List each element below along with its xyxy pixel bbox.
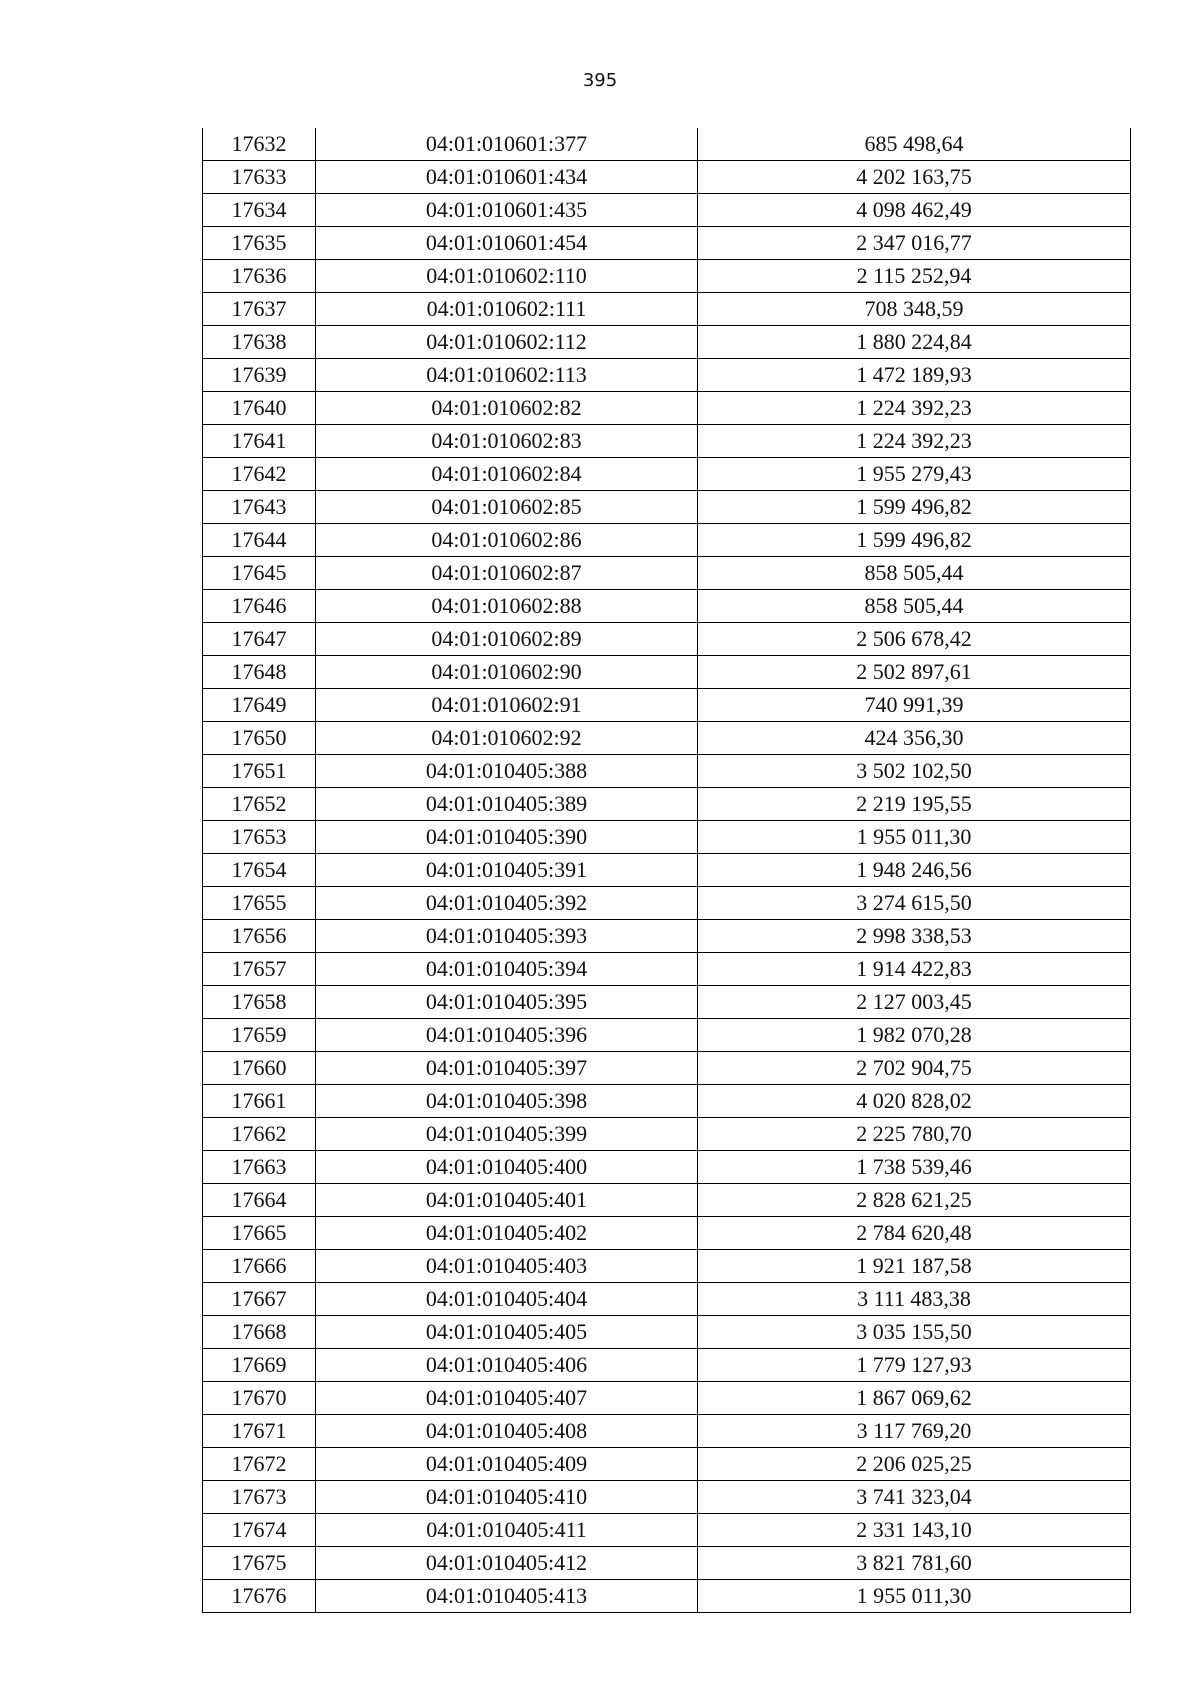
cadastral-number-cell: 04:01:010405:393 [316,920,698,953]
cadastral-number-cell: 04:01:010405:409 [316,1448,698,1481]
table-row [203,1547,1131,1580]
cadastral-number-cell: 04:01:010405:411 [316,1514,698,1547]
table-row [203,788,1131,821]
cadastral-value-cell: 2 225 780,70 [698,1118,1131,1151]
cadastral-number-cell: 04:01:010601:454 [316,227,698,260]
cadastral-number-cell: 04:01:010405:412 [316,1547,698,1580]
cadastral-value-cell: 1 867 069,62 [698,1382,1131,1415]
cadastral-number-cell: 04:01:010602:110 [316,260,698,293]
cadastral-value-cell: 2 127 003,45 [698,986,1131,1019]
cadastral-number-cell: 04:01:010602:88 [316,590,698,623]
cadastral-value-cell: 3 035 155,50 [698,1316,1131,1349]
row-number-cell: 17641 [203,425,316,458]
cadastral-value-cell: 2 998 338,53 [698,920,1131,953]
row-number-cell: 17670 [203,1382,316,1415]
table-row [203,1217,1131,1250]
cadastral-number-cell: 04:01:010602:86 [316,524,698,557]
cadastral-value-cell: 3 274 615,50 [698,887,1131,920]
table-row [203,491,1131,524]
table-row [203,1052,1131,1085]
cadastral-number-cell: 04:01:010405:395 [316,986,698,1019]
cadastral-number-cell: 04:01:010601:435 [316,194,698,227]
row-number-cell: 17643 [203,491,316,524]
cadastral-number-cell: 04:01:010405:391 [316,854,698,887]
table-row [203,1019,1131,1052]
row-number-cell: 17657 [203,953,316,986]
row-number-cell: 17650 [203,722,316,755]
cadastral-number-cell: 04:01:010405:413 [316,1580,698,1613]
cadastral-value-cell: 1 224 392,23 [698,392,1131,425]
row-number-cell: 17655 [203,887,316,920]
cadastral-number-cell: 04:01:010405:407 [316,1382,698,1415]
cadastral-value-cell: 3 741 323,04 [698,1481,1131,1514]
table-row [203,1316,1131,1349]
table-row [203,1580,1131,1613]
cadastral-number-cell: 04:01:010405:405 [316,1316,698,1349]
row-number-cell: 17674 [203,1514,316,1547]
cadastral-value-cell: 1 955 279,43 [698,458,1131,491]
cadastral-number-cell: 04:01:010405:392 [316,887,698,920]
row-number-cell: 17659 [203,1019,316,1052]
cadastral-number-cell: 04:01:010405:397 [316,1052,698,1085]
cadastral-number-cell: 04:01:010601:434 [316,161,698,194]
cadastral-number-cell: 04:01:010602:89 [316,623,698,656]
table-row [203,1349,1131,1382]
cadastral-number-cell: 04:01:010602:85 [316,491,698,524]
cadastral-number-cell: 04:01:010405:400 [316,1151,698,1184]
cadastral-number-cell: 04:01:010602:83 [316,425,698,458]
table-row [203,920,1131,953]
table-row [203,1085,1131,1118]
cadastral-value-cell: 424 356,30 [698,722,1131,755]
cadastral-number-cell: 04:01:010405:410 [316,1481,698,1514]
cadastral-number-cell: 04:01:010405:408 [316,1415,698,1448]
cadastral-value-cell: 2 331 143,10 [698,1514,1131,1547]
row-number-cell: 17633 [203,161,316,194]
cadastral-number-cell: 04:01:010405:398 [316,1085,698,1118]
cadastral-value-cell: 2 115 252,94 [698,260,1131,293]
row-number-cell: 17658 [203,986,316,1019]
row-number-cell: 17648 [203,656,316,689]
table-row [203,359,1131,392]
table-row [203,722,1131,755]
table-body [203,128,1131,1613]
cadastral-number-cell: 04:01:010602:91 [316,689,698,722]
cadastral-number-cell: 04:01:010405:390 [316,821,698,854]
table-row [203,755,1131,788]
cadastral-value-cell: 2 506 678,42 [698,623,1131,656]
table-row [203,227,1131,260]
row-number-cell: 17667 [203,1283,316,1316]
cadastral-number-cell: 04:01:010601:377 [316,128,698,161]
cadastral-value-cell: 1 599 496,82 [698,491,1131,524]
row-number-cell: 17662 [203,1118,316,1151]
row-number-cell: 17637 [203,293,316,326]
cadastral-value-cell: 2 347 016,77 [698,227,1131,260]
row-number-cell: 17669 [203,1349,316,1382]
cadastral-value-cell: 740 991,39 [698,689,1131,722]
table-row [203,887,1131,920]
table-row [203,854,1131,887]
table-row [203,821,1131,854]
cadastral-value-cell: 1 955 011,30 [698,821,1131,854]
table-row [203,1514,1131,1547]
table-row [203,161,1131,194]
cadastral-value-cell: 1 955 011,30 [698,1580,1131,1613]
cadastral-number-cell: 04:01:010602:90 [316,656,698,689]
cadastral-number-cell: 04:01:010405:401 [316,1184,698,1217]
row-number-cell: 17656 [203,920,316,953]
cadastral-value-cell: 1 948 246,56 [698,854,1131,887]
table-row [203,1250,1131,1283]
cadastral-value-cell: 4 020 828,02 [698,1085,1131,1118]
cadastral-value-cell: 1 880 224,84 [698,326,1131,359]
row-number-cell: 17663 [203,1151,316,1184]
cadastral-value-cell: 1 779 127,93 [698,1349,1131,1382]
row-number-cell: 17654 [203,854,316,887]
cadastral-value-table [202,128,1131,1613]
row-number-cell: 17642 [203,458,316,491]
cadastral-number-cell: 04:01:010405:399 [316,1118,698,1151]
row-number-cell: 17665 [203,1217,316,1250]
row-number-cell: 17668 [203,1316,316,1349]
cadastral-value-cell: 1 599 496,82 [698,524,1131,557]
cadastral-value-cell: 858 505,44 [698,557,1131,590]
cadastral-value-cell: 1 224 392,23 [698,425,1131,458]
cadastral-number-cell: 04:01:010405:388 [316,755,698,788]
cadastral-number-cell: 04:01:010405:403 [316,1250,698,1283]
cadastral-value-cell: 708 348,59 [698,293,1131,326]
table-row [203,590,1131,623]
cadastral-value-cell: 2 502 897,61 [698,656,1131,689]
table-row [203,1151,1131,1184]
table-row [203,128,1131,161]
table-row [203,293,1131,326]
table-row [203,458,1131,491]
cadastral-value-cell: 2 206 025,25 [698,1448,1131,1481]
table-row [203,953,1131,986]
table-row [203,392,1131,425]
table-row [203,1184,1131,1217]
row-number-cell: 17671 [203,1415,316,1448]
table-row [203,656,1131,689]
row-number-cell: 17647 [203,623,316,656]
table-row [203,1448,1131,1481]
row-number-cell: 17645 [203,557,316,590]
row-number-cell: 17676 [203,1580,316,1613]
cadastral-value-cell: 3 821 781,60 [698,1547,1131,1580]
row-number-cell: 17636 [203,260,316,293]
cadastral-value-cell: 2 219 195,55 [698,788,1131,821]
cadastral-value-cell: 3 111 483,38 [698,1283,1131,1316]
table-row [203,1382,1131,1415]
row-number-cell: 17675 [203,1547,316,1580]
cadastral-number-cell: 04:01:010602:87 [316,557,698,590]
cadastral-number-cell: 04:01:010405:406 [316,1349,698,1382]
cadastral-number-cell: 04:01:010602:92 [316,722,698,755]
row-number-cell: 17651 [203,755,316,788]
cadastral-value-cell: 685 498,64 [698,128,1131,161]
table-row [203,689,1131,722]
table-row [203,1283,1131,1316]
cadastral-value-cell: 3 117 769,20 [698,1415,1131,1448]
row-number-cell: 17638 [203,326,316,359]
cadastral-number-cell: 04:01:010602:113 [316,359,698,392]
cadastral-value-cell: 1 921 187,58 [698,1250,1131,1283]
row-number-cell: 17673 [203,1481,316,1514]
table-row [203,326,1131,359]
row-number-cell: 17660 [203,1052,316,1085]
row-number-cell: 17666 [203,1250,316,1283]
row-number-cell: 17649 [203,689,316,722]
row-number-cell: 17661 [203,1085,316,1118]
row-number-cell: 17646 [203,590,316,623]
cadastral-value-cell: 858 505,44 [698,590,1131,623]
row-number-cell: 17653 [203,821,316,854]
row-number-cell: 17664 [203,1184,316,1217]
row-number-cell: 17644 [203,524,316,557]
table-row [203,1415,1131,1448]
table-row [203,986,1131,1019]
cadastral-value-cell: 3 502 102,50 [698,755,1131,788]
cadastral-number-cell: 04:01:010602:82 [316,392,698,425]
table-row [203,623,1131,656]
table-row [203,1118,1131,1151]
row-number-cell: 17639 [203,359,316,392]
page-number: 395 [582,70,618,91]
table-row [203,425,1131,458]
cadastral-value-cell: 4 202 163,75 [698,161,1131,194]
cadastral-value-cell: 1 472 189,93 [698,359,1131,392]
table-row [203,1481,1131,1514]
cadastral-number-cell: 04:01:010405:389 [316,788,698,821]
cadastral-value-cell: 4 098 462,49 [698,194,1131,227]
cadastral-value-cell: 1 982 070,28 [698,1019,1131,1052]
cadastral-value-cell: 2 828 621,25 [698,1184,1131,1217]
cadastral-value-cell: 2 702 904,75 [698,1052,1131,1085]
cadastral-number-cell: 04:01:010405:404 [316,1283,698,1316]
row-number-cell: 17672 [203,1448,316,1481]
row-number-cell: 17640 [203,392,316,425]
table-row [203,557,1131,590]
cadastral-number-cell: 04:01:010405:396 [316,1019,698,1052]
table-row [203,260,1131,293]
cadastral-value-cell: 1 914 422,83 [698,953,1131,986]
row-number-cell: 17634 [203,194,316,227]
table-row [203,194,1131,227]
cadastral-number-cell: 04:01:010602:84 [316,458,698,491]
cadastral-number-cell: 04:01:010405:394 [316,953,698,986]
cadastral-value-cell: 2 784 620,48 [698,1217,1131,1250]
table-row [203,524,1131,557]
row-number-cell: 17652 [203,788,316,821]
cadastral-value-cell: 1 738 539,46 [698,1151,1131,1184]
cadastral-number-cell: 04:01:010405:402 [316,1217,698,1250]
row-number-cell: 17635 [203,227,316,260]
cadastral-number-cell: 04:01:010602:112 [316,326,698,359]
row-number-cell: 17632 [203,128,316,161]
cadastral-number-cell: 04:01:010602:111 [316,293,698,326]
